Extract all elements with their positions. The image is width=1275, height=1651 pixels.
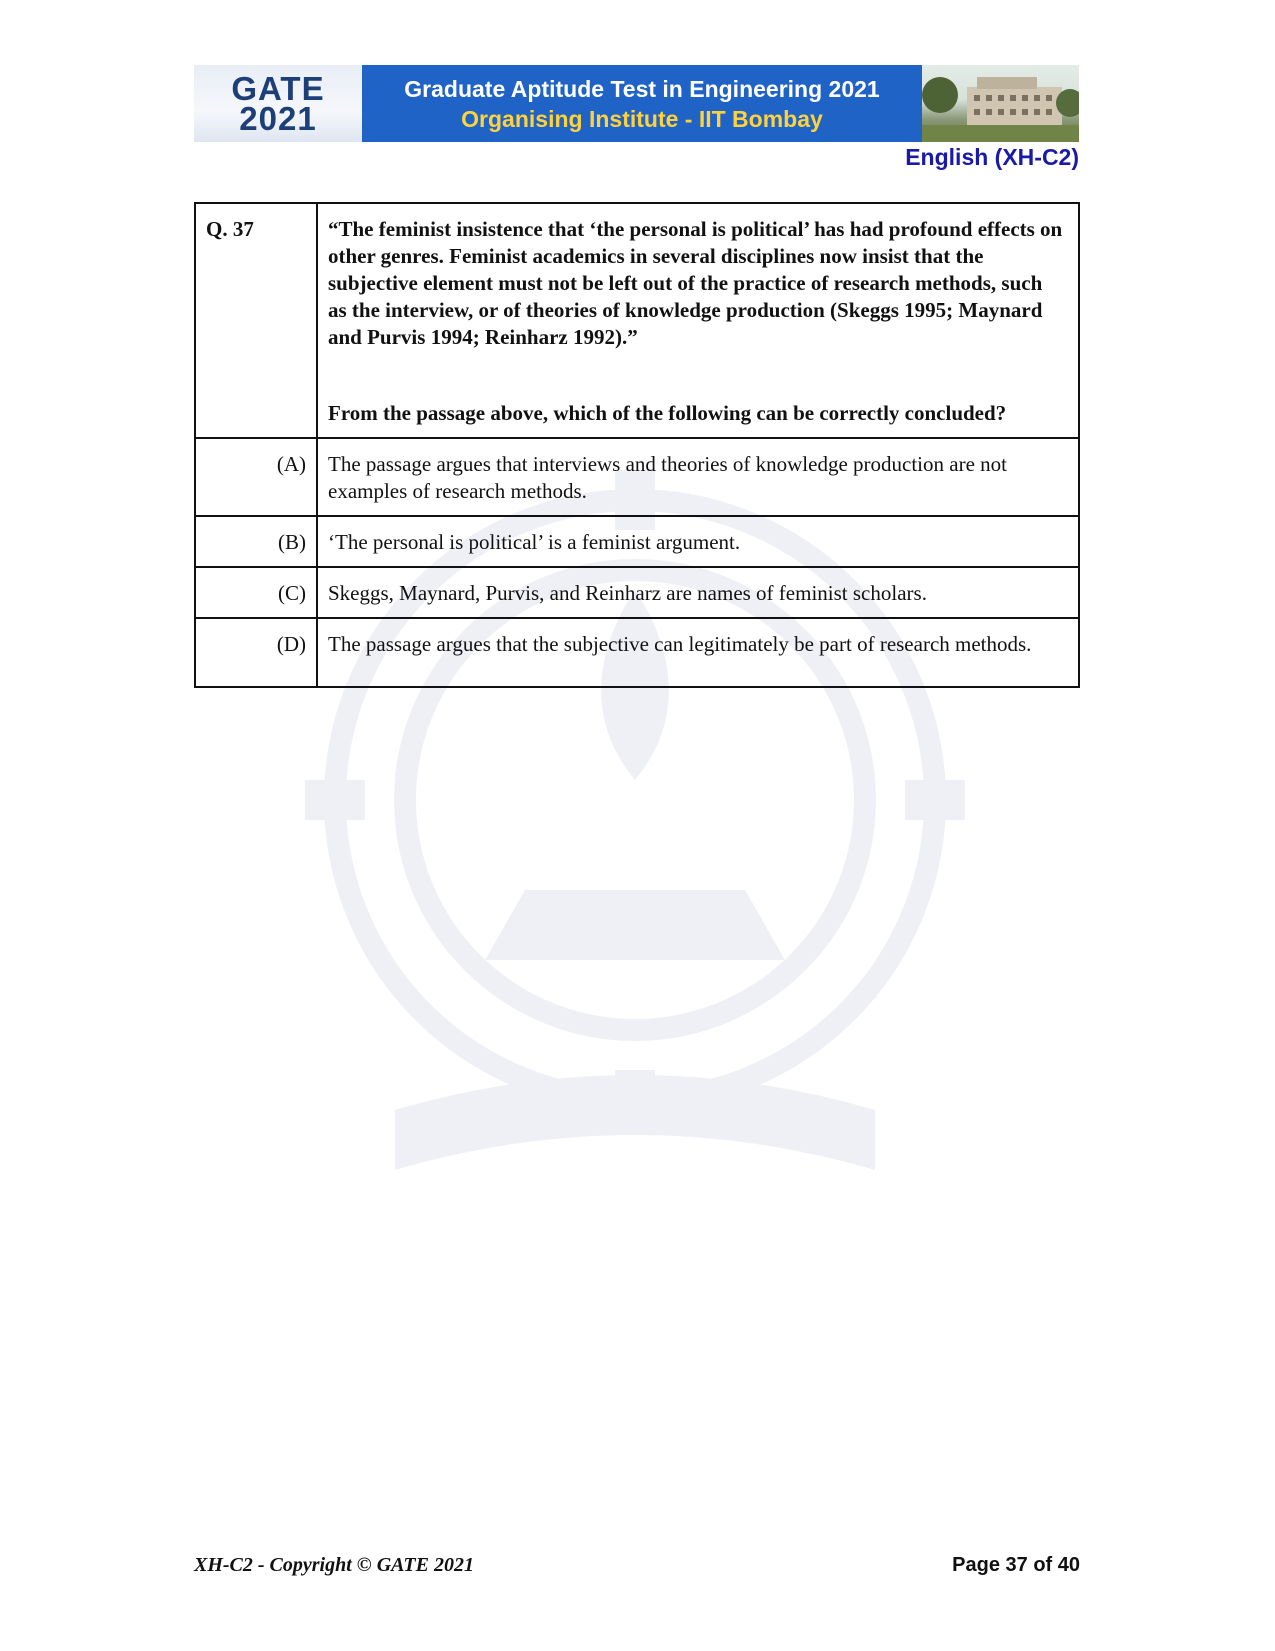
banner-subtitle: Organising Institute - IIT Bombay (461, 105, 823, 132)
option-row-b (195, 516, 1079, 567)
header-banner (194, 65, 1079, 142)
question-stem (317, 203, 1079, 438)
campus-photo (922, 65, 1079, 142)
paper-code: English (XH-C2) (905, 144, 1079, 170)
option-label-c: (C) (195, 567, 317, 618)
option-row-d (195, 618, 1079, 687)
option-label-d: (D) (195, 618, 317, 687)
option-text-a: The passage argues that interviews and theories of knowledge production are not examples of research methods. (317, 438, 1079, 516)
option-row-a (195, 438, 1079, 516)
gate-logo (194, 65, 362, 142)
option-text-c: Skeggs, Maynard, Purvis, and Reinharz are names of feminist scholars. (317, 567, 1079, 618)
banner-title: Graduate Aptitude Test in Engineering 2021 (404, 75, 880, 102)
footer-copyright: XH-C2 - Copyright © GATE 2021 (194, 1554, 474, 1576)
question-number: Q. 37 (195, 203, 317, 438)
question-row (195, 203, 1079, 438)
building-icon (922, 65, 1079, 142)
option-label-a: (A) (195, 438, 317, 516)
question-passage: “The feminist insistence that ‘the personal is political’ has had profound effects on other genres. Feminist academics in several disciplines now insist that the subjective element must not be left out of the practice of research methods, such as the interview, or of theories of knowledge production (Skeggs 1995; Maynard and Purvis 1994; Reinharz 1992).” (328, 217, 1063, 349)
banner-title-block (362, 65, 922, 142)
option-label-b: (B) (195, 516, 317, 567)
option-text-d: The passage argues that the subjective can legitimately be part of research methods. (317, 618, 1079, 687)
question-prompt: From the passage above, which of the following can be correctly concluded? (328, 401, 1007, 425)
option-row-c (195, 567, 1079, 618)
logo-line2: 2021 (239, 99, 317, 137)
option-text-b: ‘The personal is political’ is a feminist argument. (317, 516, 1079, 567)
question-table (194, 202, 1080, 688)
logo-line1: GATE (231, 69, 325, 107)
footer-page-number: Page 37 of 40 (952, 1554, 1080, 1576)
